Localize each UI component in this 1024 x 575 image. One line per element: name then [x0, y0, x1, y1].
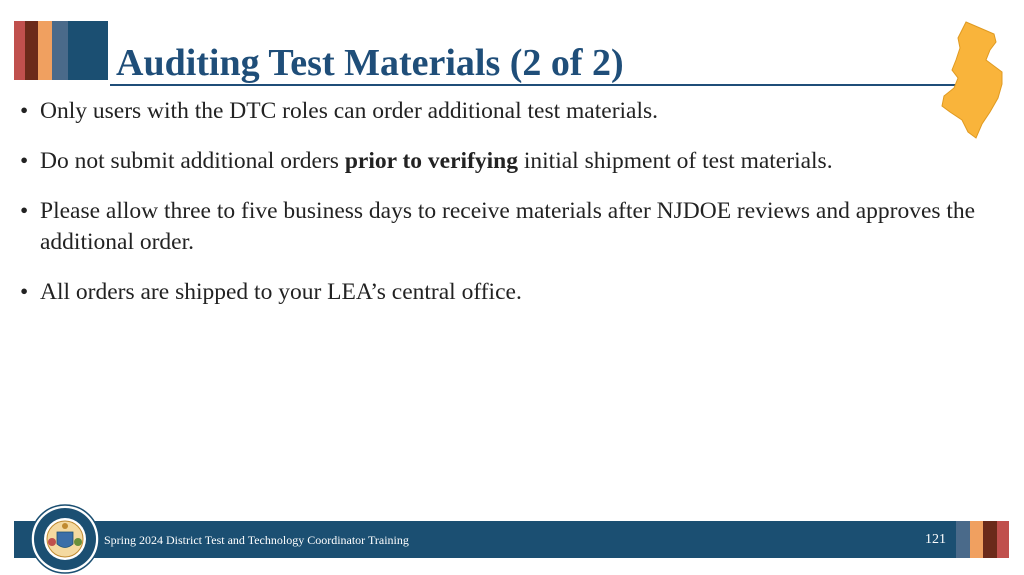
bullet-emphasis: prior to verifying [344, 148, 518, 174]
stripe [956, 521, 970, 558]
bullet-item [20, 96, 1010, 127]
nj-department-of-education-seal [30, 504, 100, 574]
footer-bar [14, 521, 956, 558]
bullet-dot: • [20, 279, 29, 305]
bullet-item [20, 146, 1010, 177]
footer-text: Spring 2024 District Test and Technology Coordinator Training [104, 533, 409, 547]
bullet-list [20, 96, 1010, 327]
page-number: 121 [925, 532, 946, 547]
bullet-text: Do not submit additional orders [40, 148, 345, 174]
bullet-text: Please allow three to five business days to receive materials after NJDOE reviews and approves the additional order. [40, 198, 976, 255]
footer-stripes [956, 521, 1009, 558]
slide-title: Auditing Test Materials (2 of 2) [116, 42, 624, 84]
header-stripes [14, 21, 108, 80]
stripe [997, 521, 1009, 558]
stripe [983, 521, 997, 558]
stripe [38, 21, 52, 80]
bullet-item [20, 277, 1010, 308]
bullet-dot: • [20, 98, 29, 124]
stripe [68, 21, 108, 80]
stripe [14, 21, 25, 80]
title-underline [110, 84, 968, 86]
bullet-text: All orders are shipped to your LEA’s central office. [40, 279, 522, 305]
bullet-item [20, 196, 1010, 258]
bullet-text: Only users with the DTC roles can order additional test materials. [40, 98, 659, 124]
bullet-dot: • [20, 198, 29, 224]
stripe [52, 21, 68, 80]
stripe [970, 521, 983, 558]
stripe [25, 21, 38, 80]
bullet-text: initial shipment of test materials. [518, 148, 833, 174]
bullet-dot: • [20, 148, 29, 174]
